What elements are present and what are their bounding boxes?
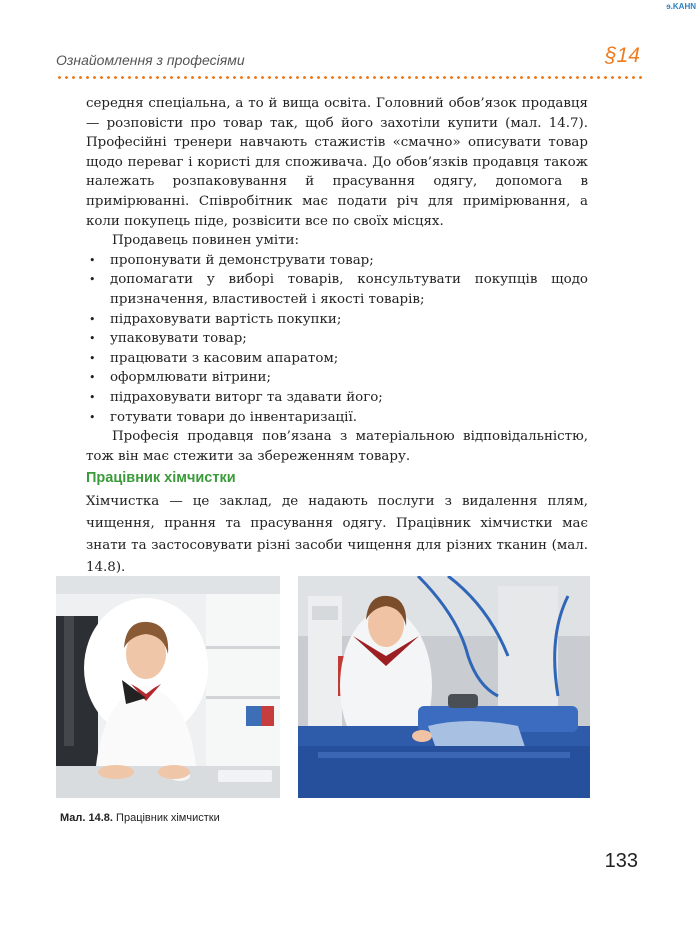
photo-illustration (56, 576, 280, 798)
caption-label: Мал. 14.8. (60, 812, 113, 824)
running-header (56, 46, 642, 76)
section-heading: Працівник хімчистки (86, 470, 236, 486)
list-item: • оформлювати вітрини; (86, 368, 588, 388)
list-item: • підраховувати вартість покупки; (86, 310, 588, 330)
list-item: • працювати з касовим апаратом; (86, 349, 588, 369)
list-item: • готувати товари до інвентаризації. (86, 408, 588, 428)
list-item: • упаковувати товар; (86, 329, 588, 349)
paragraph: Хімчистка — це заклад, де надають послуги з видалення плям, чищення, прання та прасування одягу. Працівник хімчистки має знати та застосовувати різні засоби чищення для різних тканин (мал. 14.8). (86, 494, 588, 575)
paragraph: Професія продавця пов’язана з матеріальною відповідальністю, тож він має стежити за збереженням товару. (86, 429, 588, 464)
list-item: • підраховувати виторг та здавати його; (86, 388, 588, 408)
photo-illustration (298, 576, 590, 798)
photo-worker-ironing (298, 576, 590, 798)
header-dotted-divider (56, 76, 642, 79)
photo-worker-at-counter (56, 576, 280, 798)
skills-list (86, 251, 588, 427)
paragraph: середня спеціальна, а то й вища освіта. Головний обов’язок продавця — розповісти про товар так, щоб його захотіли купити (мал. 14.7). Професійні тренери навчають стажистів «смачно» описувати товар щодо переваг і користі для споживача. До обов’язків продавця також належать розпаковування й прасування одягу, допомога в примірюванні. Співробітник має подати річ для примірювання, а коли покупець піде, розвісити все по своїх місцях. (86, 96, 588, 229)
figure-caption (60, 812, 220, 824)
section-text (86, 491, 588, 579)
header-section-title: Ознайомлення з професіями (56, 52, 245, 68)
caption-text: Працівник хімчистки (116, 812, 220, 824)
main-text (86, 94, 588, 466)
list-item: • пропонувати й демонструвати товар; (86, 251, 588, 271)
page-number: 133 (604, 850, 638, 872)
list-item: • допомагати у виборі товарів, консультувати покупців щодо призначення, властивостей і якості товарів; (86, 270, 588, 309)
paragraph: Продавець повинен уміти: (112, 233, 300, 249)
header-paragraph-number: §14 (604, 44, 640, 67)
publisher-logo: ɘ.KAHN (666, 2, 696, 11)
